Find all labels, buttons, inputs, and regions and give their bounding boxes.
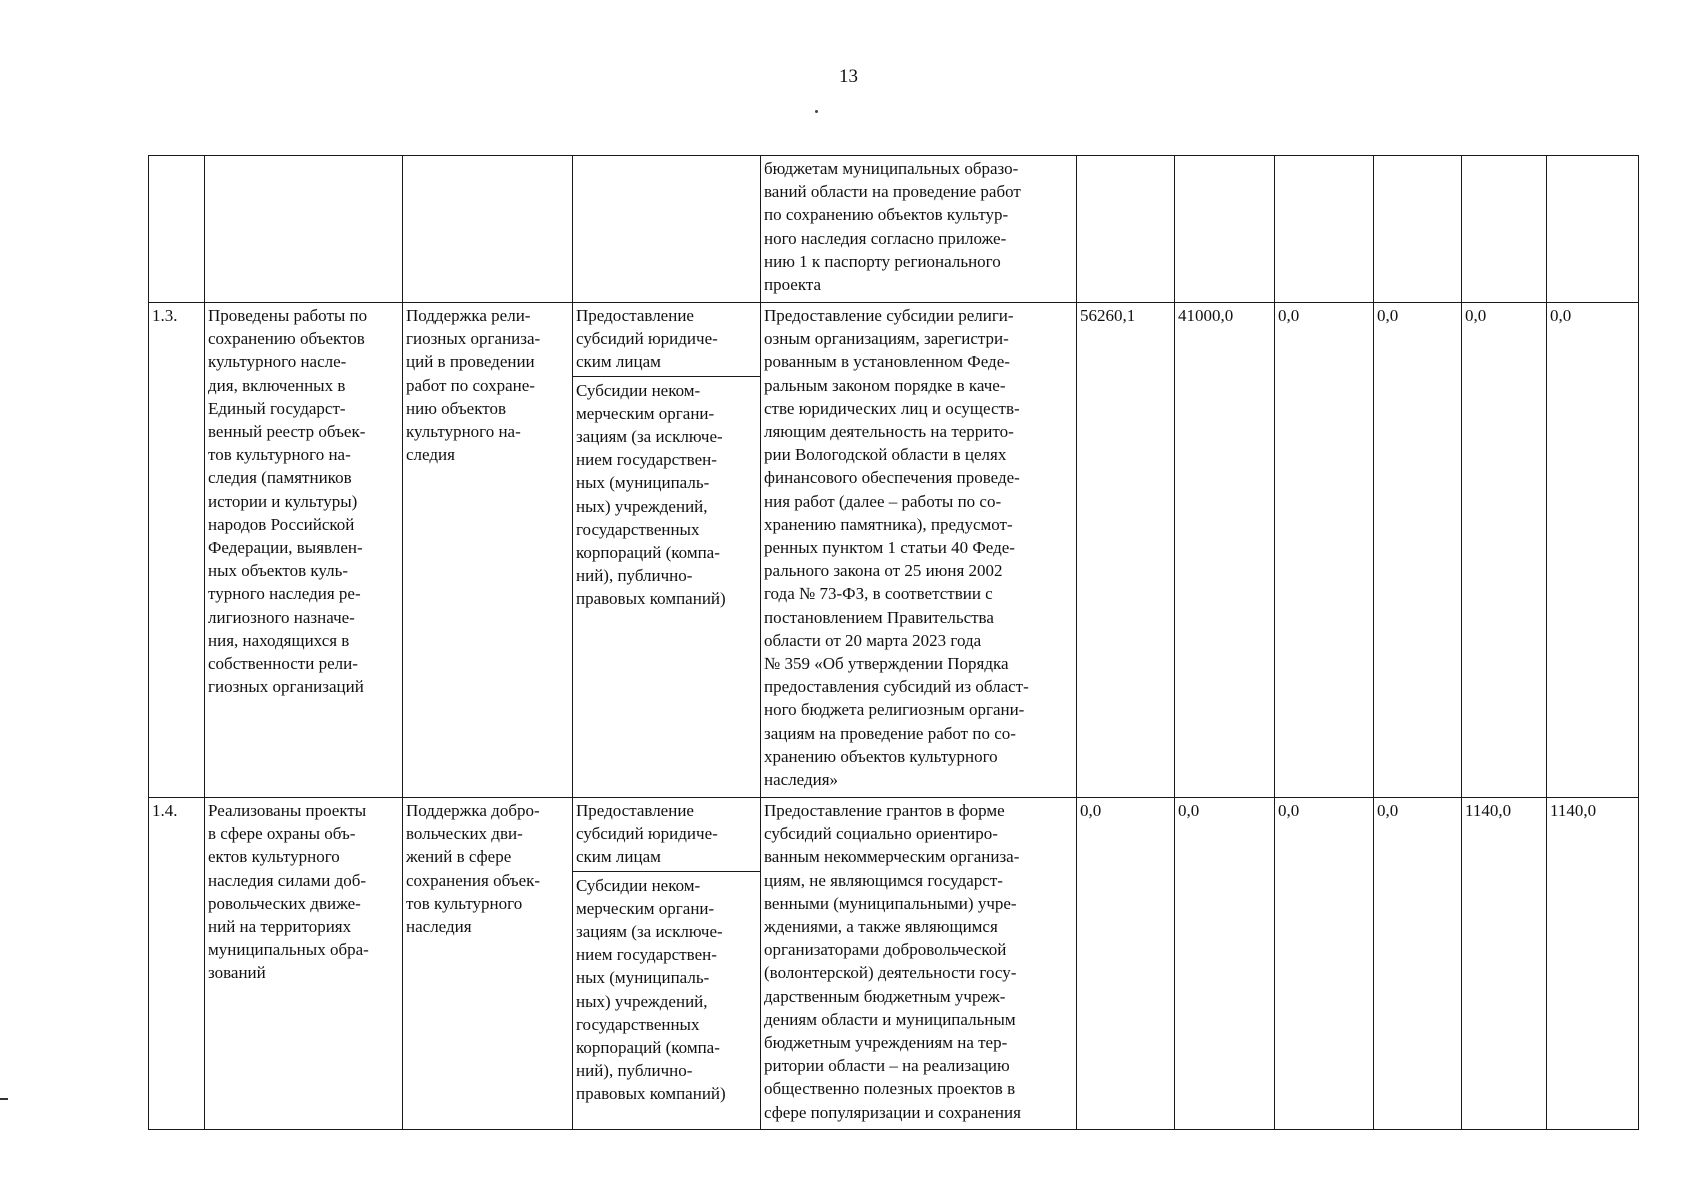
result-cell: Проведены работы по сохранению объектов культурного насле- дия, включенных в Единый государст- венный реестр объек- тов культурного на- следия (памятников истории и культуры) народов Российской Федерации, выявлен- ных объектов куль- турного наследия ре- лигиозного назначе- ния, находящихся в собственности рели- гиозных организаций: [205, 303, 403, 798]
measure-cell: Поддержка рели- гиозных организа- ций в проведении работ по сохране- нию объектов культурного на- следия: [403, 303, 573, 798]
value-cell: [1374, 156, 1462, 303]
table-row: [149, 303, 1639, 798]
value-cell: 56260,1: [1077, 303, 1175, 798]
mechanism-type: Предоставление субсидий юридиче- ским лицам: [573, 799, 760, 872]
row-number-cell: 1.3.: [149, 303, 205, 798]
measure-cell: [403, 156, 573, 303]
value-cell: 0,0: [1374, 798, 1462, 1130]
scan-mark: [0, 1098, 8, 1100]
value-cell: [1275, 156, 1374, 303]
value-cell: 0,0: [1077, 798, 1175, 1130]
value-cell: 0,0: [1275, 798, 1374, 1130]
value-cell: 0,0: [1374, 303, 1462, 798]
value-cell: [1462, 156, 1547, 303]
value-cell: 41000,0: [1175, 303, 1275, 798]
value-cell: 0,0: [1175, 798, 1275, 1130]
description-cell: Предоставление субсидии религи- озным организациям, зарегистри- рованным в установленном Феде- ральным законом порядке в каче- стве юридических лиц и осуществ- ляющим деятельность на террито- рии Вологодской области в целях финансового обеспечения проведе- ния работ (далее – работы по со- хранению памятника), предусмот- ренных пунктом 1 статьи 40 Феде- рального закона от 25 июня 2002 года № 73-ФЗ, в соответствии с постановлением Правительства области от 20 марта 2023 года № 359 «Об утверждении Порядка предоставления субсидий из област- ного бюджета религиозным органи- зациям на проведение работ по со- хранению объектов культурного наследия»: [761, 303, 1077, 798]
mechanism-type: Предоставление субсидий юридиче- ским лицам: [573, 304, 760, 377]
value-cell: 1140,0: [1462, 798, 1547, 1130]
value-cell: [1077, 156, 1175, 303]
results-table: [148, 155, 1639, 1130]
table-row: [149, 156, 1639, 303]
mechanism-cell: [573, 156, 761, 303]
mechanism-cell: [573, 798, 761, 1130]
mechanism-subtype: Субсидии неком- мерческим органи- зациям (за исключе- нием государствен- ных (муниципаль- ных) учреждений, государственных корпораций (компа- ний), публично- правовых компаний): [576, 380, 726, 609]
row-number-cell: 1.4.: [149, 798, 205, 1130]
page-number: 13: [839, 66, 858, 87]
table-row: [149, 798, 1639, 1130]
value-cell: 0,0: [1462, 303, 1547, 798]
row-number-cell: [149, 156, 205, 303]
result-cell: [205, 156, 403, 303]
scan-dot: [815, 110, 818, 113]
value-cell: [1547, 156, 1639, 303]
measure-cell: Поддержка добро- вольческих дви- жений в сфере сохранения объек- тов культурного наследия: [403, 798, 573, 1130]
value-cell: 0,0: [1547, 303, 1639, 798]
mechanism-subtype: Субсидии неком- мерческим органи- зациям (за исключе- нием государствен- ных (муниципаль- ных) учреждений, государственных корпораций (компа- ний), публично- правовых компаний): [576, 875, 726, 1104]
mechanism-cell: [573, 303, 761, 798]
value-cell: [1175, 156, 1275, 303]
description-cell: бюджетам муниципальных образо- ваний области на проведение работ по сохранению объектов культур- ного наследия согласно приложе- нию 1 к паспорту регионального проекта: [761, 156, 1077, 303]
description-cell: Предоставление грантов в форме субсидий социально ориентиро- ванным некоммерческим организа- циям, не являющимся государст- венными (муниципальными) учре- ждениями, а также являющимся организаторами добровольческой (волонтерской) деятельности госу- дарственным бюджетным учреж- дениям области и муниципальным бюджетным учреждениям на тер- ритории области – на реализацию общественно полезных проектов в сфере популяризации и сохранения: [761, 798, 1077, 1130]
value-cell: 1140,0: [1547, 798, 1639, 1130]
result-cell: Реализованы проекты в сфере охраны объ- ектов культурного наследия силами доб- ровольческих движе- ний на территориях муниципальных обра- зований: [205, 798, 403, 1130]
value-cell: 0,0: [1275, 303, 1374, 798]
